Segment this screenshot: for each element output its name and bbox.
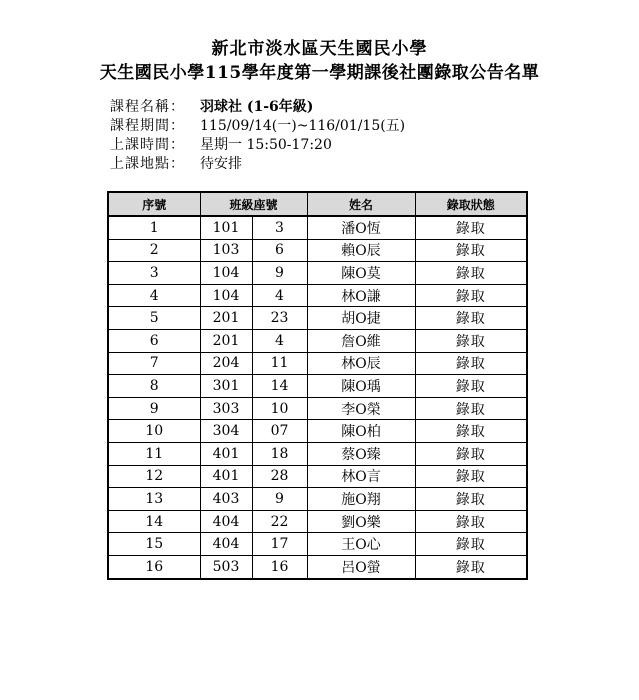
status-cell: 錄取 [415, 397, 527, 420]
status-cell: 錄取 [415, 262, 527, 285]
status-cell: 錄取 [415, 284, 527, 307]
course-period-row [110, 117, 405, 136]
table-row [108, 465, 527, 488]
seat-cell: 28 [252, 465, 307, 488]
seq-cell: 3 [108, 262, 200, 285]
status-cell: 錄取 [415, 375, 527, 398]
table-row [108, 420, 527, 443]
name-cell: 林O謙 [307, 284, 415, 307]
colon: ： [170, 137, 184, 153]
class-time-label: 上課時間 [110, 137, 170, 153]
table-row [108, 329, 527, 352]
course-name-label: 課程名稱 [110, 99, 170, 115]
seq-cell: 15 [108, 533, 200, 556]
class-cell: 204 [200, 352, 252, 375]
seq-cell: 16 [108, 555, 200, 578]
status-cell: 錄取 [415, 307, 527, 330]
table-row [108, 533, 527, 556]
class-cell: 404 [200, 510, 252, 533]
class-cell: 303 [200, 397, 252, 420]
class-time-value: 星期一 15:50-17:20 [200, 137, 332, 153]
table-row [108, 555, 527, 578]
status-cell: 錄取 [415, 488, 527, 511]
status-cell: 錄取 [415, 420, 527, 443]
seat-cell: 07 [252, 420, 307, 443]
colon: ： [170, 99, 184, 115]
class-cell: 101 [200, 216, 252, 239]
header-name: 姓名 [307, 192, 415, 216]
name-cell: 陳O瑀 [307, 375, 415, 398]
name-cell: 賴O辰 [307, 239, 415, 262]
table-row [108, 375, 527, 398]
class-cell: 503 [200, 555, 252, 578]
seat-cell: 17 [252, 533, 307, 556]
seat-cell: 14 [252, 375, 307, 398]
seat-cell: 16 [252, 555, 307, 578]
seat-cell: 11 [252, 352, 307, 375]
status-cell: 錄取 [415, 329, 527, 352]
class-cell: 104 [200, 262, 252, 285]
table-row [108, 397, 527, 420]
announcement-title: 天生國民小學115學年度第一學期課後社團錄取公告名單 [99, 63, 540, 83]
class-location-label: 上課地點 [110, 156, 170, 172]
seq-cell: 7 [108, 352, 200, 375]
table-row [108, 352, 527, 375]
class-cell: 104 [200, 284, 252, 307]
class-cell: 401 [200, 465, 252, 488]
seat-cell: 18 [252, 442, 307, 465]
seq-cell: 9 [108, 397, 200, 420]
seq-cell: 10 [108, 420, 200, 443]
status-cell: 錄取 [415, 239, 527, 262]
name-cell: 潘O恆 [307, 216, 415, 239]
table-header-row [108, 192, 527, 216]
class-location-row [110, 155, 242, 174]
name-cell: 劉O樂 [307, 510, 415, 533]
status-cell: 錄取 [415, 216, 527, 239]
course-name-value: 羽球社 (1-6年級) [200, 99, 314, 115]
header-status: 錄取狀態 [415, 192, 527, 216]
name-cell: 蔡O臻 [307, 442, 415, 465]
name-cell: 王O心 [307, 533, 415, 556]
seq-cell: 11 [108, 442, 200, 465]
table-row [108, 284, 527, 307]
class-location-value: 待安排 [200, 156, 242, 172]
class-cell: 304 [200, 420, 252, 443]
class-time-row [110, 136, 332, 155]
colon: ： [170, 156, 184, 172]
status-cell: 錄取 [415, 510, 527, 533]
seq-cell: 12 [108, 465, 200, 488]
status-cell: 錄取 [415, 465, 527, 488]
name-cell: 呂O螢 [307, 555, 415, 578]
status-cell: 錄取 [415, 555, 527, 578]
table-row [108, 488, 527, 511]
header-seq: 序號 [108, 192, 200, 216]
seq-cell: 14 [108, 510, 200, 533]
seq-cell: 2 [108, 239, 200, 262]
seat-cell: 10 [252, 397, 307, 420]
name-cell: 胡O捷 [307, 307, 415, 330]
class-cell: 401 [200, 442, 252, 465]
school-title: 新北市淡水區天生國民小學 [211, 39, 428, 59]
colon: ： [170, 118, 184, 134]
name-cell: 施O翔 [307, 488, 415, 511]
class-cell: 404 [200, 533, 252, 556]
table-row [108, 442, 527, 465]
admission-table [107, 191, 528, 580]
course-name-row [110, 98, 313, 117]
table-row [108, 307, 527, 330]
status-cell: 錄取 [415, 352, 527, 375]
class-cell: 201 [200, 329, 252, 352]
name-cell: 林O言 [307, 465, 415, 488]
seat-cell: 6 [252, 239, 307, 262]
class-cell: 403 [200, 488, 252, 511]
course-period-label: 課程期間 [110, 118, 170, 134]
course-period-value: 115/09/14(一)~116/01/15(五) [200, 118, 406, 134]
seat-cell: 23 [252, 307, 307, 330]
name-cell: 陳O莫 [307, 262, 415, 285]
table-row [108, 216, 527, 239]
name-cell: 李O榮 [307, 397, 415, 420]
seq-cell: 4 [108, 284, 200, 307]
seat-cell: 9 [252, 488, 307, 511]
class-cell: 201 [200, 307, 252, 330]
seat-cell: 22 [252, 510, 307, 533]
name-cell: 陳O柏 [307, 420, 415, 443]
seq-cell: 13 [108, 488, 200, 511]
class-cell: 301 [200, 375, 252, 398]
seq-cell: 1 [108, 216, 200, 239]
seat-cell: 4 [252, 329, 307, 352]
seat-cell: 4 [252, 284, 307, 307]
table-row [108, 262, 527, 285]
seat-cell: 3 [252, 216, 307, 239]
seq-cell: 5 [108, 307, 200, 330]
table-row [108, 239, 527, 262]
class-cell: 103 [200, 239, 252, 262]
seat-cell: 9 [252, 262, 307, 285]
table-row [108, 510, 527, 533]
name-cell: 詹O維 [307, 329, 415, 352]
status-cell: 錄取 [415, 533, 527, 556]
name-cell: 林O辰 [307, 352, 415, 375]
status-cell: 錄取 [415, 442, 527, 465]
seq-cell: 6 [108, 329, 200, 352]
seq-cell: 8 [108, 375, 200, 398]
header-class-seat: 班級座號 [200, 192, 307, 216]
